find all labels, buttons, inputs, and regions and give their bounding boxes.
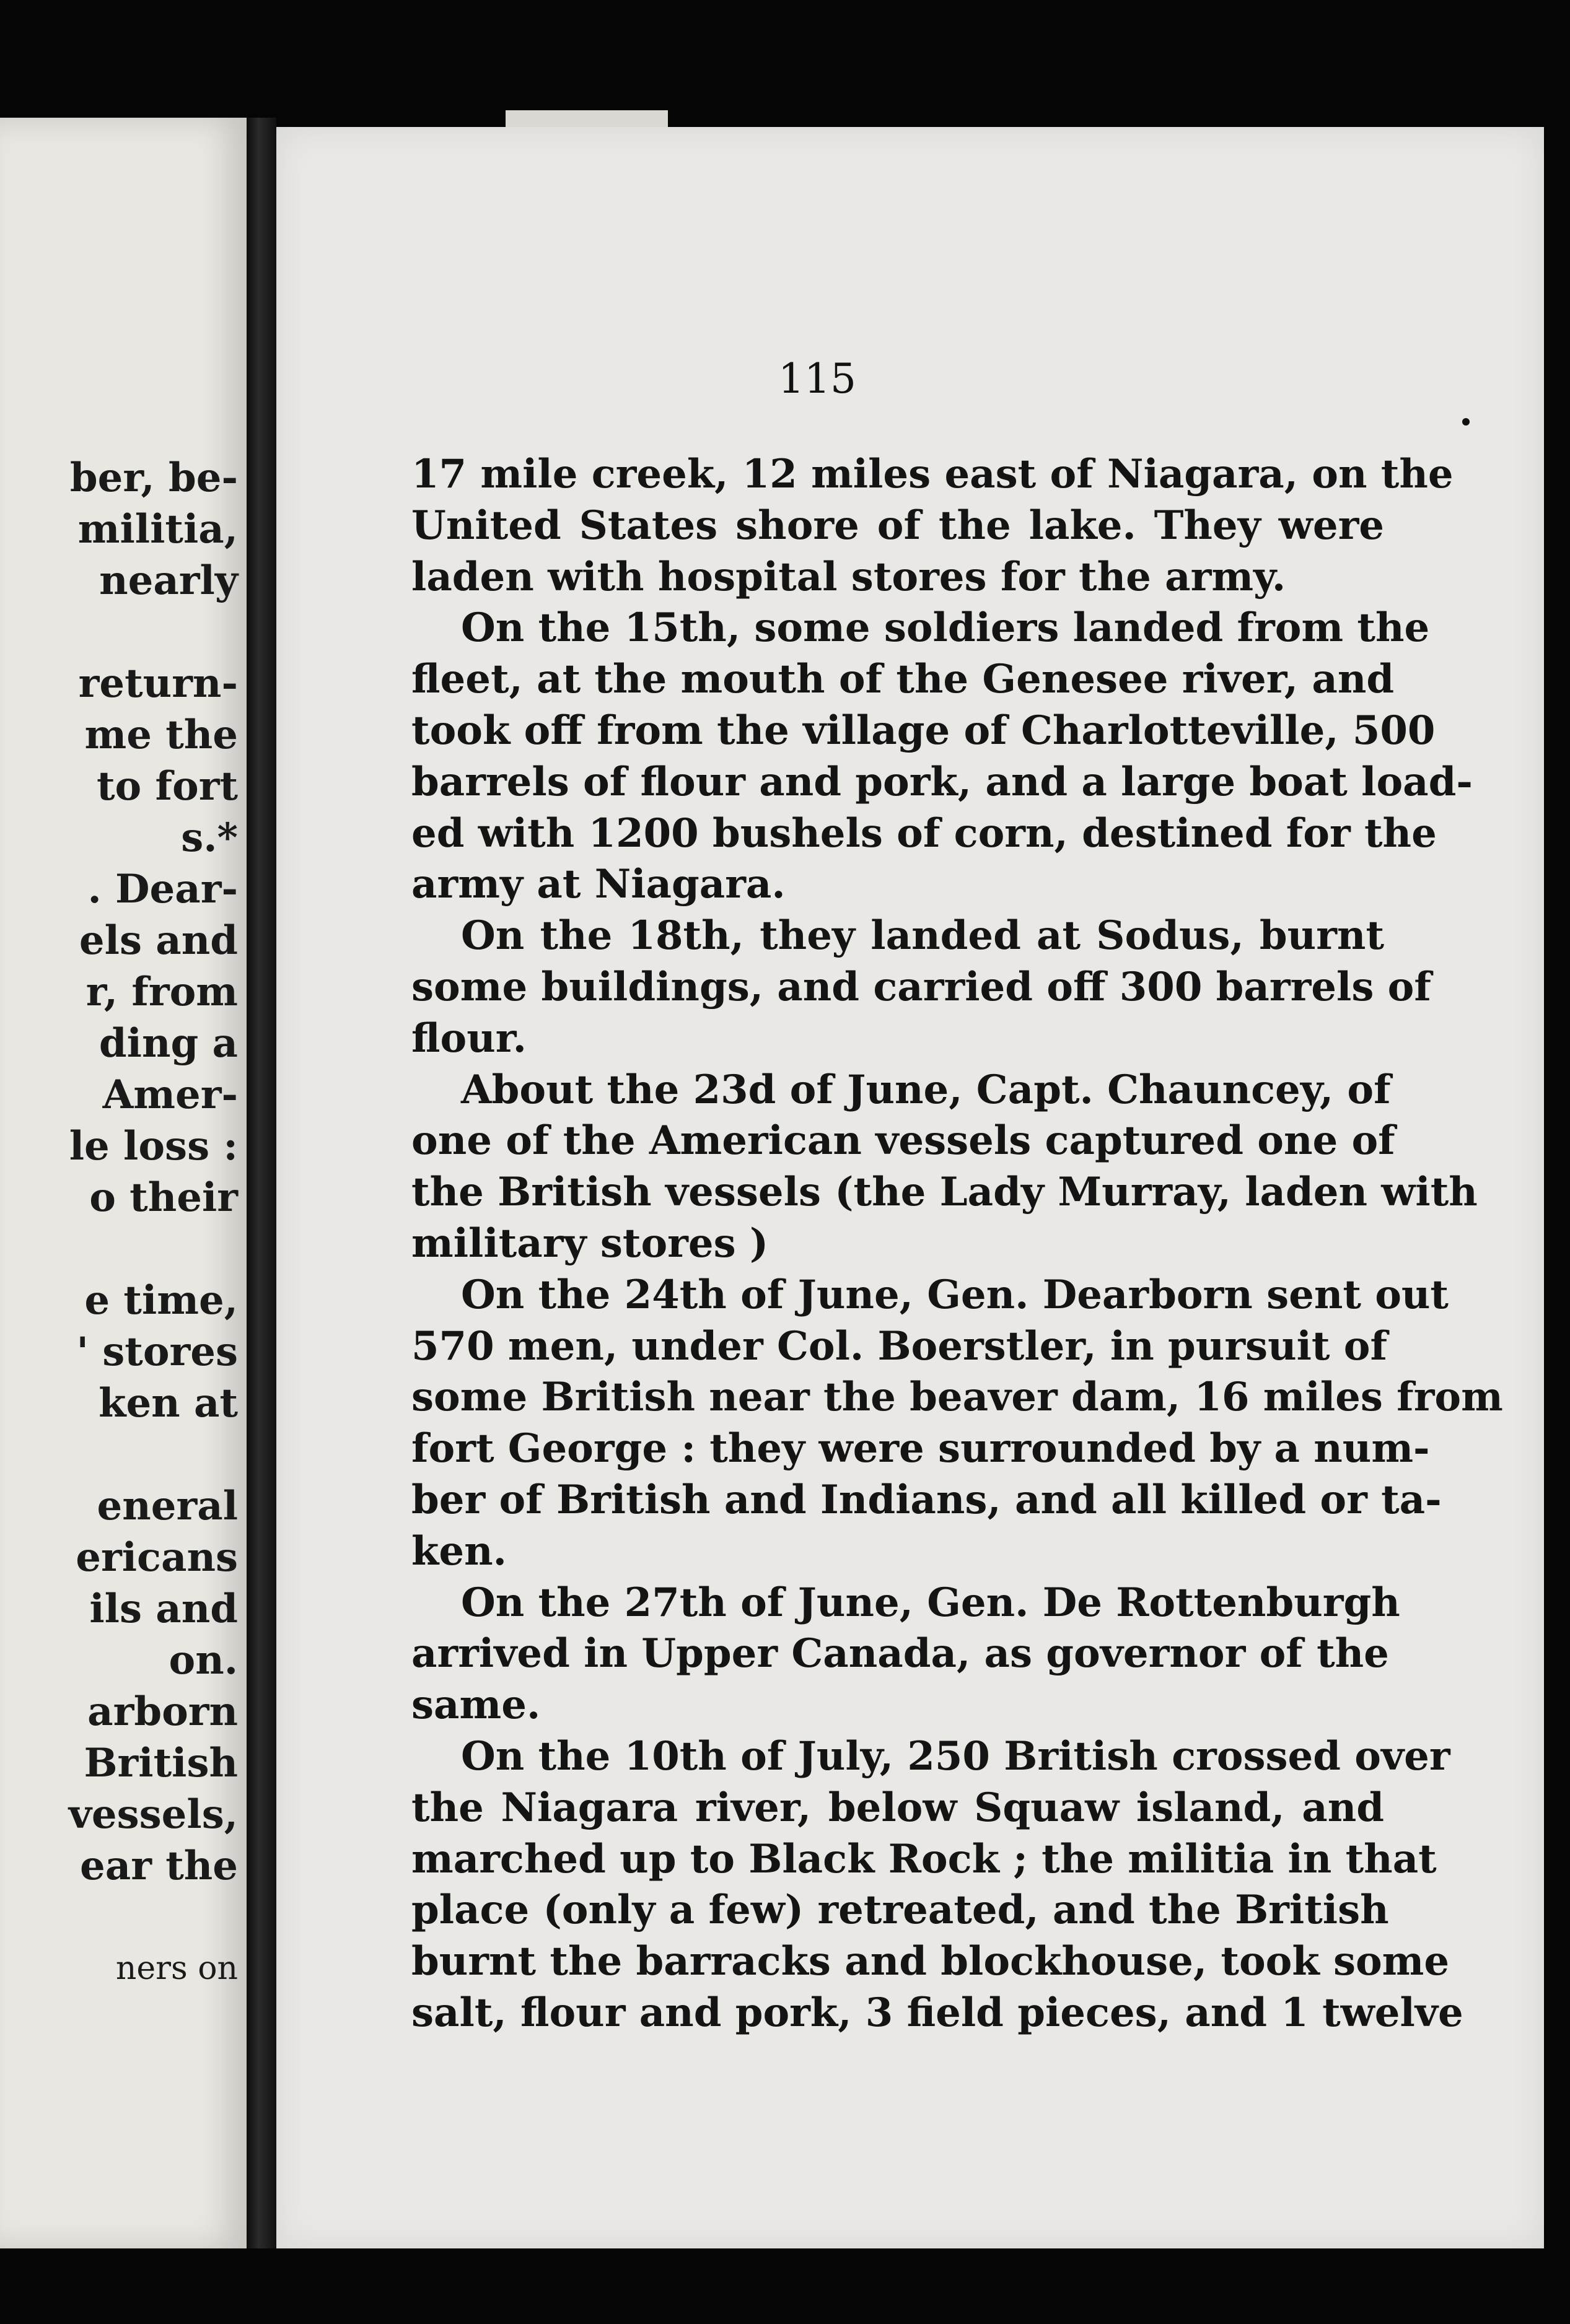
text-line: fleet, at the mouth of the Genesee river, and xyxy=(411,656,1395,703)
page-tab-strip xyxy=(506,110,668,129)
text-line: ber of British and Indians, and all killed or ta- xyxy=(411,1476,1442,1523)
page-number: 115 xyxy=(778,355,856,403)
text-line: military stores ) xyxy=(411,1220,769,1267)
previous-page-line: arborn xyxy=(87,1688,238,1735)
text-line: army at Niagara. xyxy=(411,861,786,908)
previous-page-line: ils and xyxy=(89,1586,238,1632)
previous-page-line: ber, be- xyxy=(69,455,238,501)
previous-page-line: els and xyxy=(79,917,238,964)
previous-page-line: ' stores xyxy=(76,1329,238,1375)
text-line: marched up to Black Rock ; the militia in that xyxy=(411,1835,1437,1882)
text-line: salt, flour and pork, 3 field pieces, and 1 twelve xyxy=(411,1989,1463,2036)
text-line: one of the American vessels captured one of xyxy=(411,1117,1395,1164)
previous-page-line: r, from xyxy=(86,969,238,1015)
previous-page-line: eneral xyxy=(97,1483,238,1529)
text-line: United States shore of the lake. They were xyxy=(411,502,1384,549)
previous-page-line: on. xyxy=(169,1637,238,1684)
text-line: took off from the village of Charlotteville, 500 xyxy=(411,707,1436,754)
text-line: On the 24th of June, Gen. Dearborn sent out xyxy=(461,1271,1449,1318)
previous-page-line: nearly xyxy=(99,557,238,604)
previous-page-line xyxy=(69,1892,238,1943)
previous-page-line: vessels, xyxy=(68,1791,238,1838)
previous-page-line: me the xyxy=(84,712,238,758)
text-line: fort George : they were surrounded by a num- xyxy=(411,1425,1430,1472)
text-line: 570 men, under Col. Boerstler, in pursuit of xyxy=(411,1322,1387,1370)
previous-page-line: ericans xyxy=(76,1534,238,1581)
text-line: the British vessels (the Lady Murray, laden with xyxy=(411,1169,1478,1216)
previous-page-line: ners on xyxy=(115,1950,238,1987)
text-line: On the 27th of June, Gen. De Rottenburgh xyxy=(461,1579,1400,1626)
previous-page-line: s.* xyxy=(181,815,238,861)
previous-page-fragment xyxy=(0,118,250,2248)
previous-page-line: return- xyxy=(78,660,238,707)
text-line: laden with hospital stores for the army. xyxy=(411,553,1286,600)
previous-page-line xyxy=(69,606,238,658)
previous-page-line: ding a xyxy=(99,1020,238,1067)
text-line: place (only a few) retreated, and the British xyxy=(411,1887,1389,1934)
text-line: flour. xyxy=(411,1015,527,1062)
book-gutter xyxy=(247,118,276,2248)
text-line: On the 10th of July, 250 British crossed over xyxy=(461,1732,1450,1780)
previous-page-text xyxy=(69,452,238,1994)
text-line: ed with 1200 bushels of corn, destined for the xyxy=(411,810,1437,857)
previous-page-line: e time, xyxy=(84,1277,238,1324)
previous-page-line: British xyxy=(84,1740,238,1786)
text-line: barrels of flour and pork, and a large boat load- xyxy=(411,758,1473,805)
previous-page-line: . Dear- xyxy=(87,866,238,912)
previous-page-line xyxy=(69,1429,238,1480)
ink-speck xyxy=(1462,418,1470,426)
previous-page-line xyxy=(69,1223,238,1275)
previous-page-line: Amer- xyxy=(102,1072,238,1118)
page-body-text xyxy=(411,449,1503,2039)
text-line: On the 15th, some soldiers landed from the xyxy=(461,605,1430,652)
text-line: arrived in Upper Canada, as governor of the xyxy=(411,1630,1389,1677)
previous-page-line: to fort xyxy=(96,763,238,810)
previous-page-line: ken at xyxy=(99,1380,238,1426)
previous-page-line: o their xyxy=(89,1174,238,1221)
current-page xyxy=(276,127,1544,2248)
text-line: On the 18th, they landed at Sodus, burnt xyxy=(461,912,1384,959)
text-line: the Niagara river, below Squaw island, and xyxy=(411,1784,1384,1831)
previous-page-line: le loss : xyxy=(69,1123,238,1169)
text-line: About the 23d of June, Capt. Chauncey, of xyxy=(461,1066,1391,1113)
previous-page-line: ear the xyxy=(80,1843,238,1889)
previous-page-line: militia, xyxy=(77,506,238,553)
text-line: 17 mile creek, 12 miles east of Niagara, on the xyxy=(411,451,1454,497)
text-line: some British near the beaver dam, 16 miles from xyxy=(411,1374,1503,1421)
text-line: same. xyxy=(411,1682,541,1729)
text-line: burnt the barracks and blockhouse, took some xyxy=(411,1938,1450,1985)
text-line: ken. xyxy=(411,1527,507,1575)
text-line: some buildings, and carried off 300 barrels of xyxy=(411,963,1431,1010)
